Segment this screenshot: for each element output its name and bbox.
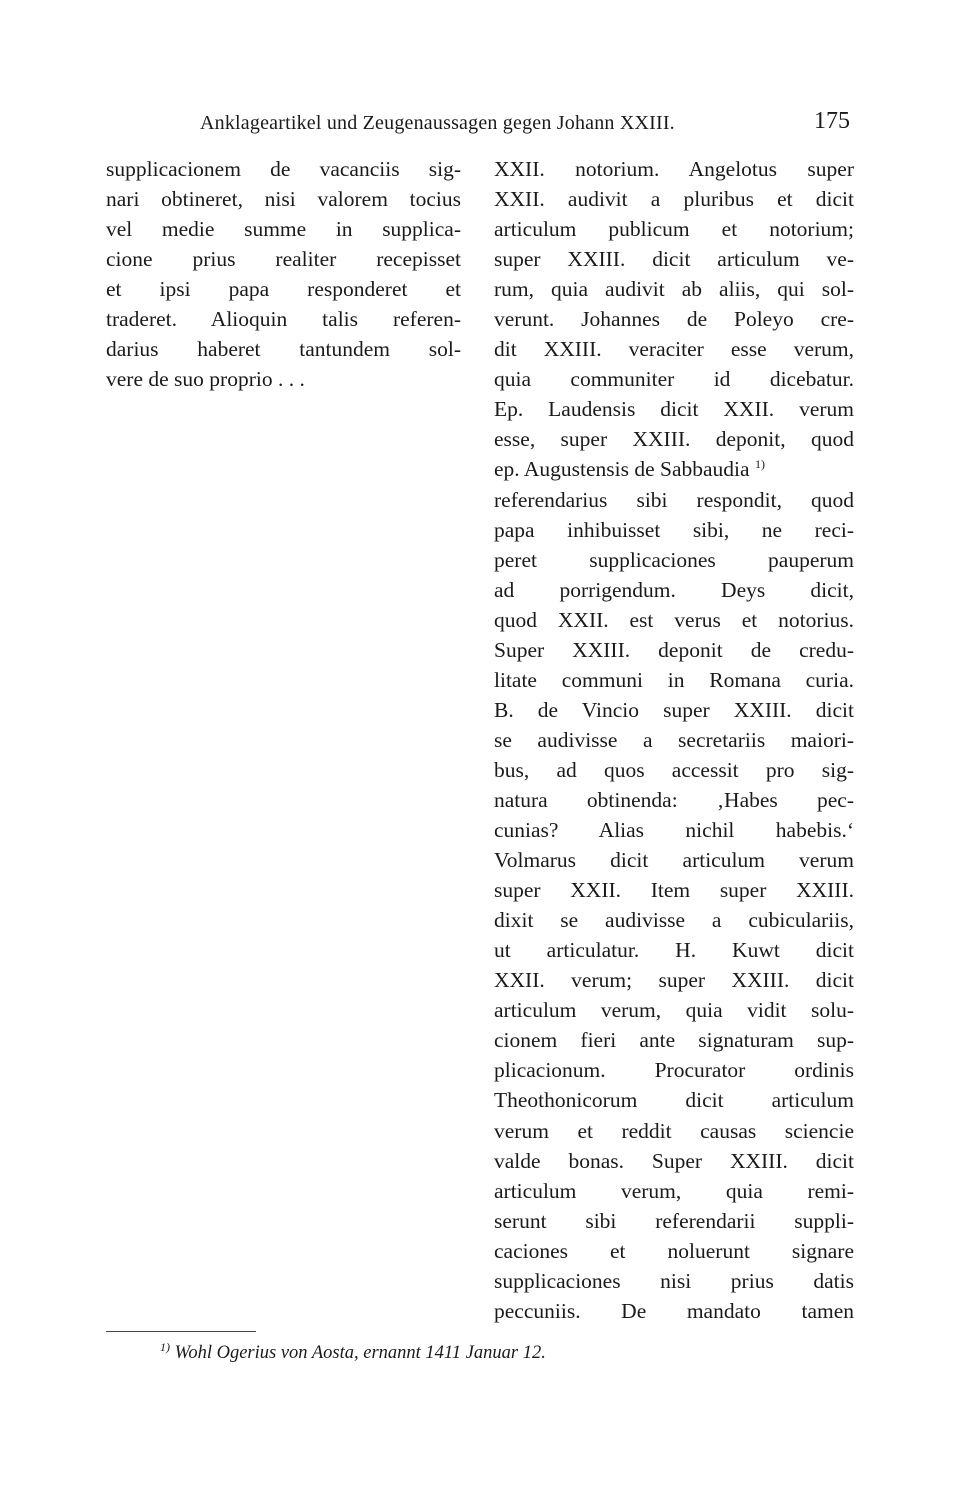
text-line: dit XXIII. veraciter esse verum,: [494, 337, 854, 362]
text-line: bus, ad quos accessit pro sig-: [494, 757, 854, 782]
text-line: Volmarus dicit articulum verum: [494, 848, 854, 873]
text-line: quod XXII. est verus et notorius.: [494, 607, 854, 632]
text-line: super XXII. Item super XXIII.: [494, 878, 854, 903]
text-line: se audivisse a secretariis maiori-: [494, 727, 854, 752]
page-number: 175: [814, 108, 850, 134]
footnote-marker: 1): [160, 1339, 170, 1354]
text-line: esse, super XXIII. deponit, quod: [494, 427, 854, 452]
text-line: super XXIII. dicit articulum ve-: [494, 247, 854, 272]
text-line: cionem fieri ante signaturam sup-: [494, 1028, 854, 1053]
text-line: cunias? Alias nichil habebis.‘: [494, 818, 854, 843]
text-line: traderet. Alioquin talis referen-: [106, 307, 461, 332]
text-line: nari obtineret, nisi valorem tocius: [106, 187, 461, 212]
text-line: supplicaciones nisi prius datis: [494, 1268, 854, 1293]
text-line: caciones et noluerunt signare: [494, 1238, 854, 1263]
footnote-reference: 1): [754, 457, 765, 472]
footnote-text: Wohl Ogerius von Aosta, ernannt 1411 Januar 12.: [174, 1343, 546, 1363]
text-line: papa inhibuisset sibi, ne reci-: [494, 517, 854, 542]
right-text-column: [494, 154, 854, 1326]
text-line: ad porrigendum. Deys dicit,: [494, 577, 854, 602]
text-line: verunt. Johannes de Poleyo cre-: [494, 307, 854, 332]
text-line: cione prius realiter recepisset: [106, 247, 461, 272]
text-line: serunt sibi referendarii suppli-: [494, 1208, 854, 1233]
text-line: litate communi in Romana curia.: [494, 667, 854, 692]
text-line: verum et reddit causas sciencie: [494, 1118, 854, 1143]
text-line: plicacionum. Procurator ordinis: [494, 1058, 854, 1083]
text-line-part: ep. Augustensis de Sabbaudia: [494, 457, 750, 482]
text-line: XXII. verum; super XXIII. dicit: [494, 968, 854, 993]
footnote-divider: [106, 1331, 256, 1332]
text-line: B. de Vincio super XXIII. dicit: [494, 697, 854, 722]
text-line: XXII. notorium. Angelotus super: [494, 157, 854, 181]
text-line: Theothonicorum dicit articulum: [494, 1088, 854, 1113]
footnote: [160, 1339, 546, 1364]
text-line: referendarius sibi respondit, quod: [494, 487, 854, 512]
text-line: supplicacionem de vacanciis sig-: [106, 157, 461, 181]
text-line: Ep. Laudensis dicit XXII. verum: [494, 397, 854, 422]
running-title: Anklageartikel und Zeugenaussagen gegen Johann XXIII.: [200, 112, 675, 134]
text-line: vere de suo proprio . . .: [106, 367, 305, 392]
text-line: et ipsi papa responderet et: [106, 277, 461, 302]
text-line: quia communiter id dicebatur.: [494, 367, 854, 392]
text-line: natura obtinenda: ‚Habes pec-: [494, 787, 854, 812]
text-line: ut articulatur. H. Kuwt dicit: [494, 938, 854, 963]
text-line: vel medie summe in supplica-: [106, 217, 461, 242]
left-text-column: [106, 154, 461, 394]
text-line: rum, quia audivit ab aliis, qui sol-: [494, 277, 854, 302]
text-line: articulum publicum et notorium;: [494, 217, 854, 242]
text-line: peret supplicaciones pauperum: [494, 547, 854, 572]
text-line: articulum verum, quia vidit solu-: [494, 998, 854, 1023]
text-line: Super XXIII. deponit de credu-: [494, 637, 854, 662]
text-line: XXII. audivit a pluribus et dicit: [494, 187, 854, 212]
text-line: darius haberet tantundem sol-: [106, 337, 461, 362]
text-line: peccuniis. De mandato tamen: [494, 1298, 854, 1323]
text-line-with-footnote: [494, 454, 854, 484]
text-line: valde bonas. Super XXIII. dicit: [494, 1148, 854, 1173]
text-line: articulum verum, quia remi-: [494, 1178, 854, 1203]
text-line: dixit se audivisse a cubiculariis,: [494, 908, 854, 933]
